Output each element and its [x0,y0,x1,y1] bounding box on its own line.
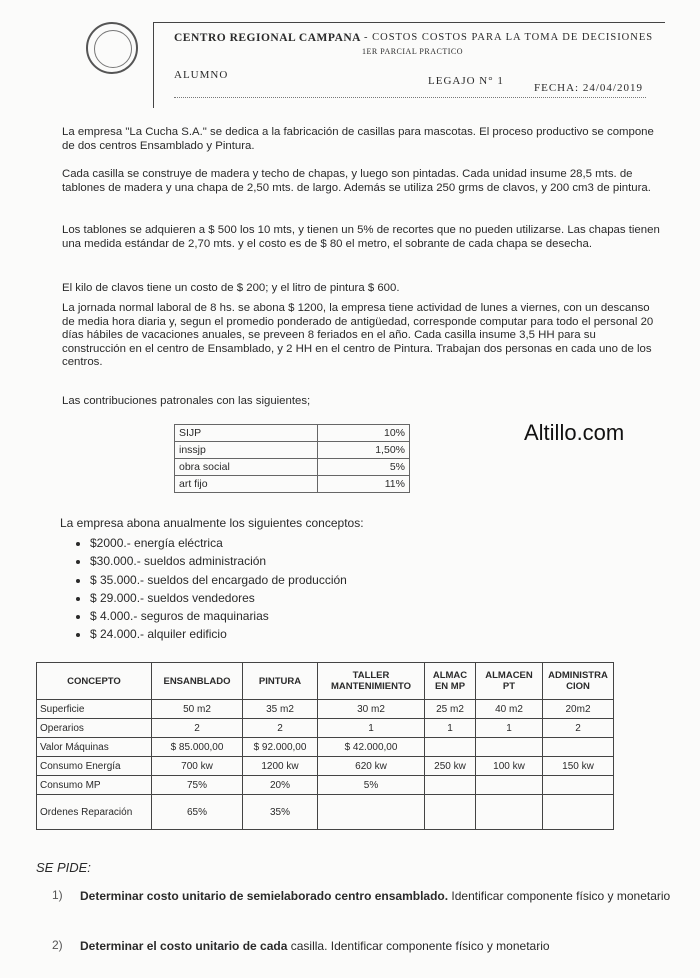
table-cell: 5% [317,459,409,476]
header-divider [174,97,646,98]
table-cell: Consumo MP [37,776,152,795]
table-cell: 2 [152,719,243,738]
table-row [175,459,410,476]
table-row [37,795,614,830]
header-subtitle-2: 1ER PARCIAL PRACTICO [362,47,463,56]
task-2 [80,936,690,956]
table-cell: 35% [243,795,318,830]
table-header: ADMINISTRA CION [543,663,614,700]
table-cell: 40 m2 [476,700,543,719]
task-rest: Identificar componente físico y monetario [448,889,671,903]
table-row [37,719,614,738]
legajo-label: LEGAJO N° [428,75,494,87]
table-row [37,738,614,757]
task-rest: casilla. Identificar componente físico y monetario [287,939,550,953]
table-cell: 1 [476,719,543,738]
se-pide-heading: SE PIDE: [36,860,91,875]
task-bold: Determinar el costo unitario de cada [80,939,288,953]
task-1 [80,886,690,906]
table-row [175,425,410,442]
list-item: • $ 24.000.- alquiler edificio [90,625,347,643]
header-legajo [428,75,504,87]
table-cell [476,795,543,830]
table-cell: $ 42.000,00 [318,738,425,757]
table-row [175,476,410,493]
table-cell [425,738,476,757]
table-cell [476,776,543,795]
header-alumno: ALUMNO [174,69,229,81]
university-seal [86,22,138,74]
table-cell: 620 kw [318,757,425,776]
table-cell: 30 m2 [318,700,425,719]
table-cell [425,795,476,830]
table-cell: 11% [317,476,409,493]
table-cell: 150 kw [543,757,614,776]
table-cell: 20% [243,776,318,795]
list-item: • $ 29.000.- sueldos vendedores [90,589,347,607]
list-item: • $30.000.- sueldos administración [90,552,347,570]
table-cell: Operarios [37,719,152,738]
table-header: ENSANBLADO [152,663,243,700]
table-cell: Ordenes Reparación [37,795,152,830]
table-cell: 1200 kw [243,757,318,776]
table-cell: $ 92.000,00 [243,738,318,757]
table-cell: $ 85.000,00 [152,738,243,757]
centros-table [36,662,614,830]
table-row [175,442,410,459]
table-cell [543,738,614,757]
conceptos-intro: La empresa abona anualmente los siguientes conceptos: [60,516,364,530]
table-cell: 10% [317,425,409,442]
table-cell: 700 kw [152,757,243,776]
table-cell: 65% [152,795,243,830]
table-cell: 25 m2 [425,700,476,719]
table-cell [318,795,425,830]
list-item: • $ 35.000.- sueldos del encargado de producción [90,571,347,589]
table-cell: 35 m2 [243,700,318,719]
table-header: ALMAC EN MP [425,663,476,700]
table-header-row [37,663,614,700]
table-cell: 5% [318,776,425,795]
table-cell: 1 [425,719,476,738]
paragraph-jornada: La jornada normal laboral de 8 hs. se abona $ 1200, la empresa tiene actividad de lunes a viernes, con un descanso de media hora diaria y, segun el promedio ponderado de antigüedad, corresponde computar para todo el personal 20 días hábiles de vacaciones anuales, se preveen 8 feriados en el año. Cada casilla insume 3,5 HH para su construcción en el centro de Ensamblado, y 2 HH en el centro de Pintura. Trabajan dos personas en cada uno de los centros. [62,302,654,368]
table-cell: 50 m2 [152,700,243,719]
conceptos-list [70,534,347,644]
table-cell [425,776,476,795]
paragraph-materials: Cada casilla se construye de madera y techo de chapas, y luego son pintadas. Cada unidad insume 28,5 mts. de tablones de madera y una chapa de 2,50 mts. de largo. Además se utiliza 250 grms de clavos, y 200 cm3 de pintura. [62,168,651,194]
table-cell: 2 [243,719,318,738]
paragraph-tablones: Los tablones se adquieren a $ 500 los 10 mts, y tienen un 5% de recortes que no pueden utilizarse. Las chapas tienen una medida estándar de 2,70 mts. y el costo es de $ 80 el metro, el sobrante de cada chapa se desecha. [62,224,660,250]
table-row [37,757,614,776]
table-cell: 20m2 [543,700,614,719]
task-number: 2) [52,938,63,952]
exam-header [153,22,665,108]
list-item: • $2000.- energía eléctrica [90,534,347,552]
table-cell: Consumo Energía [37,757,152,776]
table-cell [476,738,543,757]
table-cell [543,776,614,795]
task-bold: Determinar costo unitario de semielaborado centro ensamblado. [80,889,449,903]
table-cell: 1,50% [317,442,409,459]
table-cell: 1 [318,719,425,738]
table-cell: 100 kw [476,757,543,776]
table-row [37,776,614,795]
table-cell: 250 kw [425,757,476,776]
table-header: CONCEPTO [37,663,152,700]
table-cell: art fijo [175,476,318,493]
table-header: ALMACEN PT [476,663,543,700]
header-fecha: FECHA: 24/04/2019 [534,82,643,94]
watermark-altillo: Altillo.com [524,420,625,445]
list-item: • $ 4.000.- seguros de maquinarias [90,607,347,625]
table-header: TALLER MANTENIMIENTO [318,663,425,700]
table-cell: 2 [543,719,614,738]
contribuciones-table [174,424,410,493]
table-cell: SIJP [175,425,318,442]
header-title: CENTRO REGIONAL CAMPANA [174,32,361,44]
table-cell: inssjp [175,442,318,459]
paragraph-clavos: El kilo de clavos tiene un costo de $ 200; y el litro de pintura $ 600. [62,282,400,294]
table-header: PINTURA [243,663,318,700]
header-subtitle: - COSTOS COSTOS PARA LA TOMA DE DECISIONES [364,32,654,43]
paragraph-intro: La empresa "La Cucha S.A." se dedica a la fabricación de casillas para mascotas. El proceso productivo se compone de dos centros Ensamblado y Pintura. [62,126,654,152]
table-cell: obra social [175,459,318,476]
table-cell [543,795,614,830]
table-cell: Valor Máquinas [37,738,152,757]
legajo-value: 1 [497,75,504,87]
table-row [37,700,614,719]
paragraph-contribuciones: Las contribuciones patronales con las siguientes; [62,395,311,407]
task-number: 1) [52,888,63,902]
table-cell: 75% [152,776,243,795]
table-cell: Superficie [37,700,152,719]
